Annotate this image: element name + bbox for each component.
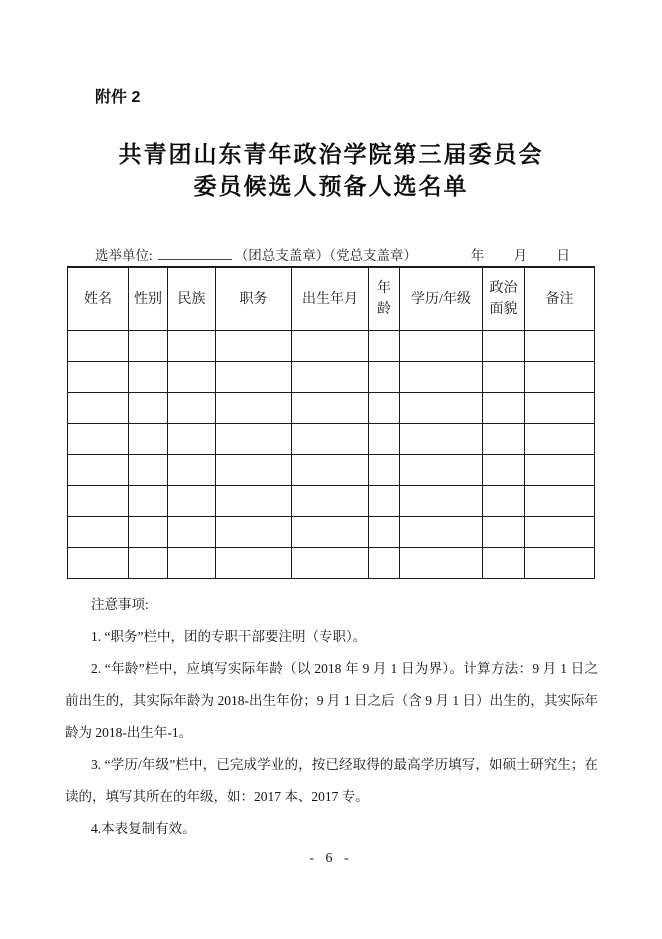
- column-header-ethnicity: 民族: [168, 267, 216, 331]
- column-header-gender: 性别: [129, 267, 168, 331]
- table-cell: [525, 455, 595, 486]
- table-row: [68, 455, 595, 486]
- column-header-name: 姓名: [68, 267, 129, 331]
- table-cell: [369, 424, 400, 455]
- table-cell: [483, 548, 525, 579]
- table-cell: [292, 517, 369, 548]
- election-unit-value-blank: [158, 246, 232, 260]
- table-cell: [525, 517, 595, 548]
- table-cell: [168, 486, 216, 517]
- table-cell: [483, 455, 525, 486]
- note-item-2: 2. “年龄”栏中，应填写实际年龄（以 2018 年 9 月 1 日为界）。计算方法：9 月 1 日之前出生的，其实际年龄为 2018-出生年份；9 月 1 日之后（含 9 月 1 日）出生的，其实际年龄为 2018-出生年-1。: [65, 661, 598, 740]
- table-row: [68, 362, 595, 393]
- table-cell: [129, 517, 168, 548]
- note-item-3: 3. “学历/年级”栏中，已完成学业的，按已经取得的最高学历填写，如硕士研究生；在读的，填写其所在的年级，如：2017 本、2017 专。: [65, 757, 598, 804]
- table-cell: [68, 393, 129, 424]
- table-cell: [129, 393, 168, 424]
- table-cell: [216, 393, 292, 424]
- column-header-political-status: 政治面貌: [483, 267, 525, 331]
- column-header-birthdate: 出生年月: [292, 267, 369, 331]
- table-cell: [168, 455, 216, 486]
- table-cell: [400, 331, 483, 362]
- table-cell: [68, 362, 129, 393]
- seal-note: （团总支盖章）（党总支盖章）: [234, 248, 418, 263]
- month-label: 月: [513, 248, 528, 263]
- table-cell: [216, 455, 292, 486]
- table-cell: [400, 486, 483, 517]
- table-cell: [369, 331, 400, 362]
- candidate-roster-table: [67, 266, 595, 579]
- title-line-2: 委员候选人预备人选名单: [193, 174, 469, 199]
- notes-section: [65, 589, 598, 845]
- table-cell: [216, 362, 292, 393]
- column-header-age: 年龄: [369, 267, 400, 331]
- table-cell: [369, 393, 400, 424]
- note-item-1: 1. “职务”栏中，团的专职干部要注明（专职）。: [91, 629, 367, 644]
- table-cell: [168, 331, 216, 362]
- table-cell: [369, 517, 400, 548]
- page-number: - 6 -: [309, 851, 353, 866]
- note-item-4: 4.本表复制有效。: [91, 821, 196, 836]
- table-cell: [216, 486, 292, 517]
- title-line-1: 共青团山东青年政治学院第三届委员会: [118, 142, 544, 167]
- table-cell: [168, 362, 216, 393]
- table-cell: [168, 548, 216, 579]
- table-cell: [129, 331, 168, 362]
- table-cell: [483, 393, 525, 424]
- table-cell: [216, 548, 292, 579]
- table-cell: [216, 331, 292, 362]
- document-title: [0, 139, 662, 203]
- table-cell: [292, 424, 369, 455]
- table-cell: [292, 362, 369, 393]
- table-cell: [400, 517, 483, 548]
- column-header-position: 职务: [216, 267, 292, 331]
- table-row: [68, 393, 595, 424]
- day-label: 日: [556, 248, 570, 263]
- table-cell: [216, 424, 292, 455]
- table-cell: [525, 331, 595, 362]
- year-label: 年: [470, 248, 485, 263]
- notes-heading: 注意事项:: [91, 597, 149, 612]
- form-meta-row: [67, 244, 594, 264]
- table-cell: [129, 362, 168, 393]
- attachment-label: 附件 2: [95, 89, 141, 106]
- table-cell: [369, 548, 400, 579]
- table-cell: [525, 362, 595, 393]
- table-cell: [483, 331, 525, 362]
- table-cell: [68, 548, 129, 579]
- table-row: [68, 548, 595, 579]
- table-cell: [525, 424, 595, 455]
- table-body: [68, 331, 595, 579]
- table-cell: [168, 517, 216, 548]
- table-row: [68, 486, 595, 517]
- table-cell: [292, 455, 369, 486]
- table-cell: [68, 424, 129, 455]
- table-cell: [292, 393, 369, 424]
- table-cell: [400, 455, 483, 486]
- table-cell: [525, 393, 595, 424]
- table-cell: [483, 362, 525, 393]
- table-cell: [292, 331, 369, 362]
- table-row: [68, 331, 595, 362]
- table-cell: [68, 517, 129, 548]
- table-cell: [216, 517, 292, 548]
- table-cell: [168, 424, 216, 455]
- table-cell: [400, 424, 483, 455]
- election-unit-label: 选举单位:: [95, 248, 153, 263]
- column-header-remarks: 备注: [525, 267, 595, 331]
- table-row: [68, 424, 595, 455]
- column-header-education: 学历/年级: [400, 267, 483, 331]
- table-cell: [129, 486, 168, 517]
- table-cell: [525, 486, 595, 517]
- table-cell: [68, 331, 129, 362]
- table-cell: [369, 455, 400, 486]
- table-cell: [129, 455, 168, 486]
- table-header-row: [68, 267, 595, 331]
- table-cell: [129, 548, 168, 579]
- table-cell: [68, 455, 129, 486]
- table-cell: [168, 393, 216, 424]
- table-cell: [369, 362, 400, 393]
- table-cell: [483, 424, 525, 455]
- table-cell: [483, 486, 525, 517]
- table-cell: [68, 486, 129, 517]
- table-row: [68, 517, 595, 548]
- table-cell: [292, 548, 369, 579]
- date-fields: [471, 244, 570, 264]
- table-cell: [129, 424, 168, 455]
- table-cell: [400, 393, 483, 424]
- table-cell: [400, 548, 483, 579]
- table-cell: [369, 486, 400, 517]
- table-cell: [483, 517, 525, 548]
- table-cell: [525, 548, 595, 579]
- table-cell: [400, 362, 483, 393]
- table-cell: [292, 486, 369, 517]
